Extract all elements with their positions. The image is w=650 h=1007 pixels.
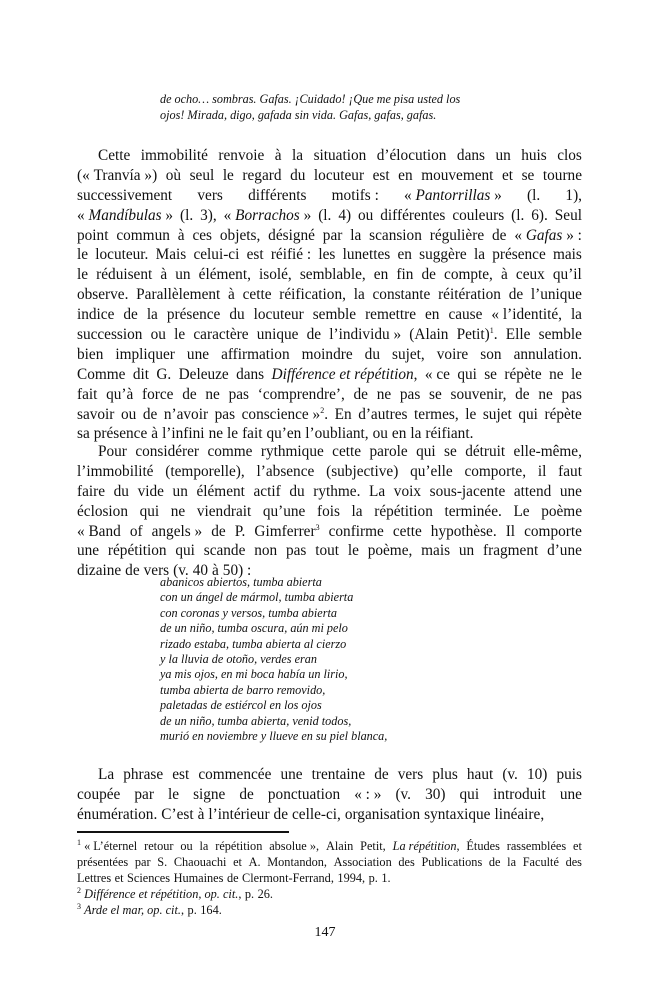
page-number: 147	[314, 925, 336, 940]
text-line: indice de la présence du locuteur semble remettre en cause « l’identité, la	[77, 306, 582, 324]
paragraph-2	[77, 442, 582, 581]
text-line: l’immobilité (temporelle), l’absence (subjective) qu’elle comporte, il faut	[77, 462, 582, 480]
poem-line: rizado estaba, tumba abierta al cierzo	[160, 636, 347, 651]
poem-excerpt	[160, 575, 387, 744]
text-line: dizaine de vers (v. 40 à 50) :	[77, 562, 252, 580]
footnote-separator	[77, 831, 289, 833]
poem-line: ya mis ojos, en mi boca había un lirio,	[160, 667, 348, 682]
text-line: fait qu’à force de ne pas ‘comprendre’, de ne pas se souvenir, de ne pas	[77, 385, 582, 403]
poem-line: tumba abierta de barro removido,	[160, 682, 326, 697]
epigraph-quote	[160, 91, 540, 123]
text-line: énumération. C’est à l’intérieur de celle-ci, organisation syntaxique linéaire,	[77, 805, 545, 823]
text-line: faire du vide un élément actif du rythme. La voix sous-jacente attend une	[77, 482, 582, 500]
text-line: sa présence à l’infini ne le fait qu’en l’oubliant, ou en la réifiant.	[77, 425, 474, 443]
text-line: coupée par le signe de ponctuation « : » (v. 30) qui introduit une	[77, 785, 582, 803]
poem-line: y la lluvia de otoño, verdes eran	[160, 652, 317, 667]
poem-line: con un ángel de mármol, tumba abierta	[160, 590, 354, 605]
quote-line: ojos! Mirada, digo, gafada sin vida. Gafas, gafas, gafas.	[160, 108, 437, 122]
text-line: $^2$ Différence et répétition, op. cit., p. 26.	[77, 885, 273, 901]
text-line: point commun à ces objets, désigné par la scansion régulière de « Gafas » :	[77, 226, 582, 244]
text-line: $^1$ « L’éternel retour ou la répétition absolue », Alain Petit, La répétition, Études rassemblées et	[77, 837, 582, 853]
text-line: Pour considérer comme rythmique cette parole qui se détruit elle-même,	[98, 443, 582, 460]
text-line: « Band of angels » de P. Gimferrer$^3$ confirme cette hypothèse. Il comporte	[77, 522, 582, 540]
paragraph-3	[77, 765, 582, 825]
text-line: Comme dit G. Deleuze dans Différence et répétition, « ce qui se répète ne le	[77, 365, 582, 383]
text-line: « Mandíbulas » (l. 3), « Borrachos » (l. 4) ou différentes couleurs (l. 6). Seul	[77, 206, 582, 224]
footnotes	[77, 838, 582, 918]
poem-line: paletadas de estiércol en los ojos	[160, 698, 322, 713]
poem-line: de un niño, tumba oscura, aún mi pelo	[160, 621, 348, 636]
poem-line: murió en noviembre y llueve en su piel blanca,	[160, 729, 388, 744]
text-line: successivement vers différents motifs : « Pantorrillas » (l. 1),	[77, 186, 582, 204]
text-line: succession ou le caractère unique de l’individu » (Alain Petit)$^1$. Elle semble	[77, 325, 582, 344]
poem-line: con coronas y versos, tumba abierta	[160, 605, 337, 620]
text-line: $^3$ Arde el mar, op. cit., p. 164.	[77, 901, 222, 917]
quote-line: de ocho… sombras. Gafas. ¡Cuidado! ¡Que me pisa usted los	[160, 92, 461, 106]
text-line: savoir ou de n’avoir pas conscience »$^2$. En d’autres termes, le sujet qui répète	[77, 405, 582, 423]
text-line: éclosion qui ne viendrait qu’une fois la répétition terminée. Le poème	[77, 502, 582, 520]
text-line: une répétition qui scande non pas tout le poème, mais un fragment d’une	[77, 542, 582, 560]
poem-line: de un niño, tumba abierta, venid todos,	[160, 713, 352, 728]
text-line: La phrase est commencée une trentaine de vers plus haut (v. 10) puis	[98, 766, 582, 783]
text-line: (« Tranvía ») où seul le regard du locuteur est en mouvement et se tourne	[77, 166, 582, 184]
poem-line: abanicos abiertos, tumba abierta	[160, 575, 322, 589]
text-line: le locuteur. Mais celui-ci est réifié : les lunettes en suggère la présence mais	[77, 246, 582, 264]
text-line: le réduisent à un élément, isolé, semblable, en fin de compte, à ceux qu’il	[77, 266, 582, 284]
text-line: observe. Parallèlement à cette réification, la constante réitération de l’unique	[77, 286, 582, 304]
text-line: Cette immobilité renvoie à la situation d’élocution dans un huis clos	[98, 147, 582, 164]
text-line: présentées par S. Chaouachi et A. Montandon, Association des Publications de la Faculté des	[77, 855, 582, 869]
text-line: Lettres et Sciences Humaines de Clermont-Ferrand, 1994, p. 1.	[77, 871, 391, 885]
paragraph-1	[77, 146, 582, 444]
text-line: bien impliquer une affirmation moindre du sujet, voire son annulation.	[77, 345, 582, 363]
